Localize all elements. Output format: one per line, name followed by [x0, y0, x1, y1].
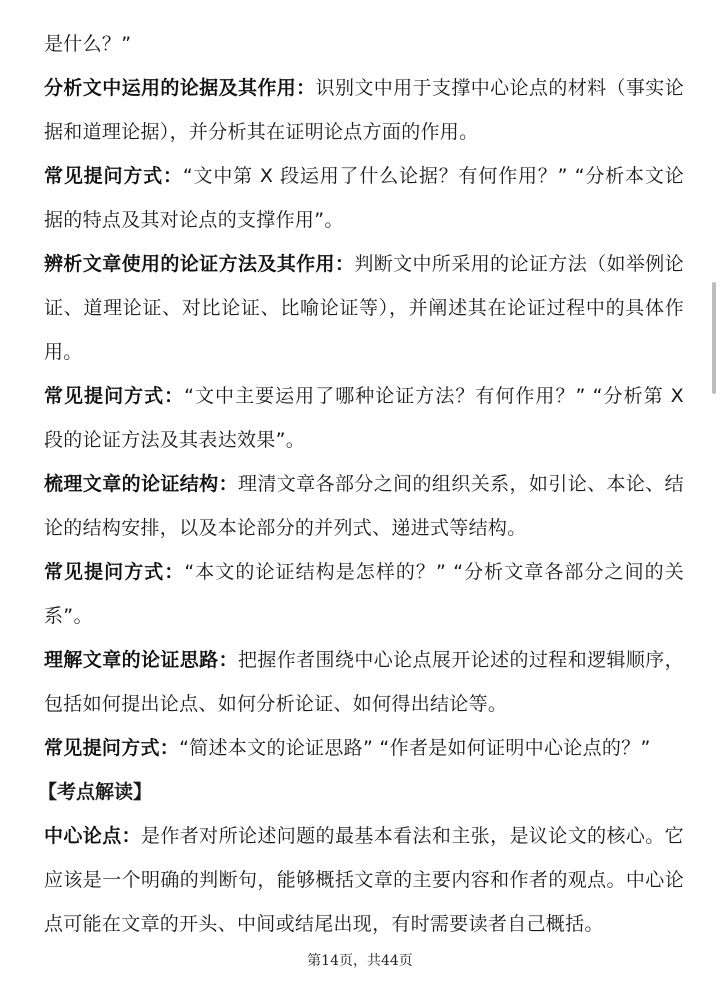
- paragraph-text: 把握作者围绕中心论点展开论述的过程和逻辑顺序，包括如何提出论点、如何分析论证、如何得出结论等。: [44, 649, 684, 715]
- paragraph-text: 理清文章各部分之间的组织关系，如引论、本论、结论的结构安排，以及本论部分的并列式、递进式等结构。: [44, 473, 684, 539]
- paragraph-text: “文中第 X 段运用了什么论据？有何作用？” “分析本文论据的特点及其对论点的支撑作用”。: [44, 165, 684, 231]
- paragraph-argument-evidence: [44, 66, 684, 154]
- scrollbar-thumb[interactable]: [712, 282, 716, 394]
- paragraph-continuation: [44, 22, 684, 66]
- paragraph-argument-reasoning: [44, 638, 684, 726]
- paragraph-question-style: [44, 154, 684, 242]
- paragraph-argument-structure: [44, 462, 684, 550]
- paragraph-question-style: [44, 374, 684, 462]
- definition-text: 是作者对所论述问题的最基本看法和主张，是议论文的核心。它应该是一个明确的判断句，能够概括文章的主要内容和作者的观点。中心论点可能在文章的开头、中间或结尾出现，有时需要读者自己概括。: [44, 825, 684, 935]
- paragraph-text: 识别文中用于支撑中心论点的材料（事实论据和道理论据），并分析其在证明论点方面的作用。: [44, 77, 685, 143]
- paragraph-central-thesis: [44, 814, 684, 946]
- section-heading: 【考点解读】: [38, 781, 153, 803]
- paragraph-label: 常见提问方式：: [44, 561, 185, 583]
- paragraph-label: 理解文章的论证思路：: [44, 649, 238, 671]
- paragraph-argument-methods: [44, 242, 684, 374]
- paragraph-label: 梳理文章的论证结构：: [44, 473, 238, 495]
- paragraph-text: “本文的论证结构是怎样的？” “分析文章各部分之间的关系”。: [44, 561, 684, 627]
- paragraph-text: 判断文中所采用的论证方法（如举例论证、道理论证、对比论证、比喻论证等），并阐述其在论证过程中的具体作用。: [44, 253, 684, 363]
- paragraph-label: 常见提问方式：: [44, 385, 185, 407]
- paragraph-question-style: [44, 550, 684, 638]
- paragraph-question-style: [44, 726, 684, 770]
- paragraph-label: 辨析文章使用的论证方法及其作用：: [44, 253, 355, 275]
- paragraph-label: 分析文中运用的论据及其作用：: [44, 77, 316, 99]
- page-footer: 第14页，共44页: [307, 953, 413, 969]
- paragraph-text: “简述本文的论证思路” “作者是如何证明中心论点的？”: [179, 737, 651, 759]
- paragraph-text: 是什么？”: [44, 33, 132, 55]
- definition-label: 中心论点：: [44, 825, 141, 847]
- paragraph-text: “文中主要运用了哪种论证方法？有何作用？” “分析第 X 段的论证方法及其表达效果”。: [44, 385, 684, 451]
- document-body: [38, 22, 685, 946]
- paragraph-label: 常见提问方式：: [44, 165, 183, 187]
- paragraph-label: 常见提问方式：: [44, 737, 180, 759]
